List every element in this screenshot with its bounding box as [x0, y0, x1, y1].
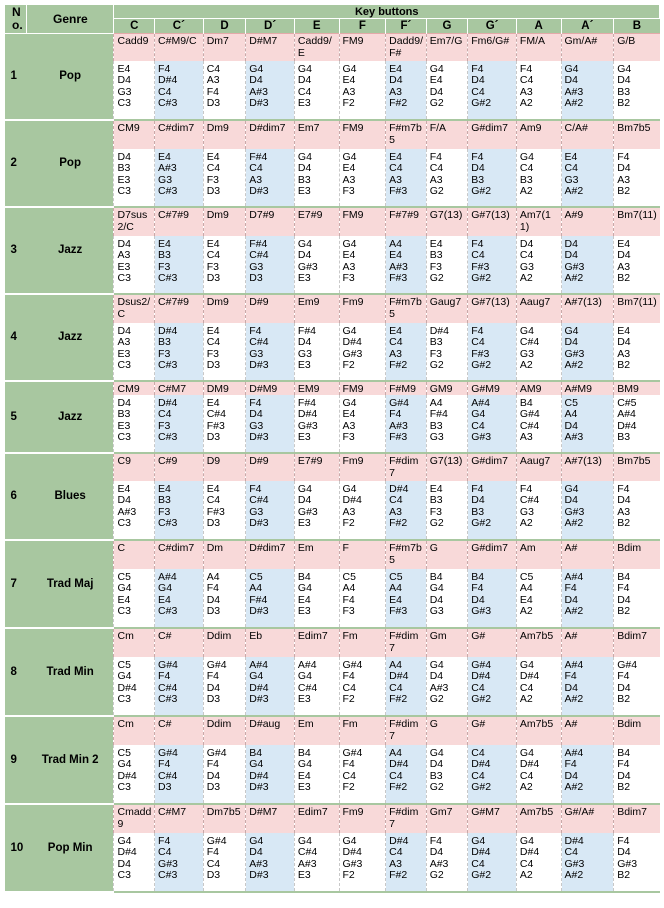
chord-name: Dadd9/F# [386, 34, 427, 61]
chord-name: F#dim7 [386, 453, 427, 481]
chord-notes: F#4 C4 A3 D#3 [246, 149, 295, 207]
chord-notes: G4 D4 G#3 E3 [294, 236, 339, 294]
chord-name: D7#9 [246, 207, 295, 236]
chord-name: Aaug7 [516, 453, 561, 481]
chord-name: Fm [339, 628, 386, 657]
chord-name: C [114, 540, 155, 569]
chord-name: D#9 [246, 453, 295, 481]
chord-name: Em9 [294, 294, 339, 323]
chord-name: G# [468, 628, 517, 657]
chord-notes: D4 B3 E3 C3 [114, 149, 155, 207]
chord-name: Ddim [203, 628, 246, 657]
chord-name: Am7(11) [516, 207, 561, 236]
chord-notes: D#4 C4 A3 F#2 [386, 481, 427, 540]
genre-label: Blues [27, 453, 114, 540]
chord-notes: A4 E4 A#3 F#3 [386, 236, 427, 294]
row-number: 4 [5, 294, 27, 381]
chord-name: Am7b5 [516, 804, 561, 833]
chord-name: Dm9 [203, 207, 246, 236]
chord-notes: F4 D4 B3 G#2 [468, 149, 517, 207]
key-buttons-header [114, 5, 660, 19]
chord-name: Gm [426, 628, 468, 657]
chord-notes: G4 C#4 G3 A2 [516, 323, 561, 381]
chord-name: Cadd9 [114, 34, 155, 61]
chord-name: Bm7b5 [614, 120, 660, 149]
chord-notes: B4 G4 E4 E3 [294, 569, 339, 628]
chord-notes: E4 B3 F3 G2 [426, 481, 468, 540]
chord-name: A# [561, 716, 614, 745]
chord-notes: A#4 F4 D4 A#2 [561, 657, 614, 716]
chord-name: G#7(13) [468, 207, 517, 236]
chord-row [5, 716, 660, 745]
chord-notes: A#4 F4 D4 A#2 [561, 745, 614, 804]
chord-row [5, 207, 660, 236]
chord-notes: G#4 D#4 C4 G#2 [468, 657, 517, 716]
chord-notes: G4 D4 C4 E3 [294, 61, 339, 120]
genre-label: Pop [27, 120, 114, 207]
chord-notes: F#4 C#4 G3 D3 [246, 236, 295, 294]
chord-notes: E4 C4 A3 F#3 [386, 149, 427, 207]
chord-name: F [339, 540, 386, 569]
chord-name: F#m7b5 [386, 540, 427, 569]
chord-name: Cadd9/E [294, 34, 339, 61]
chord-notes: C5 G4 E4 C3 [114, 569, 155, 628]
chord-name: F#7#9 [386, 207, 427, 236]
chord-notes: F4 D4 A3 B2 [614, 481, 660, 540]
chord-name: Cm [114, 628, 155, 657]
chord-notes: C5 A4 E4 A2 [516, 569, 561, 628]
chord-notes: G4 D#4 C4 A2 [516, 657, 561, 716]
chord-notes: E4 C#4 F#3 D3 [203, 395, 246, 453]
chord-name: D#M7 [246, 804, 295, 833]
chord-name: AM9 [516, 381, 561, 395]
chord-notes: C5 A4 F#4 D#3 [246, 569, 295, 628]
chord-name: D9 [203, 453, 246, 481]
chord-notes: A4 F4 D4 D3 [203, 569, 246, 628]
chord-notes: E4 C4 F#3 D3 [203, 481, 246, 540]
chord-name: Am7b5 [516, 628, 561, 657]
chord-notes: D#4 C4 G#3 A#2 [561, 833, 614, 892]
row-number: 7 [5, 540, 27, 628]
chord-name: Bdim [614, 716, 660, 745]
chord-notes: A#4 F4 D4 A#2 [561, 569, 614, 628]
chord-notes: E4 C4 F3 D3 [203, 236, 246, 294]
chord-notes: G4 D#4 C4 A2 [516, 745, 561, 804]
chord-name: G#M7 [468, 804, 517, 833]
chord-notes: E4 D4 A3 F#2 [386, 61, 427, 120]
chord-name: G#dim7 [468, 120, 517, 149]
chord-name: Fm9 [339, 804, 386, 833]
chord-notes: C5 G4 D#4 C3 [114, 657, 155, 716]
chord-name: Dsus2/C [114, 294, 155, 323]
chord-name: Dm7 [203, 34, 246, 61]
chord-notes: F4 D4 A3 B2 [614, 149, 660, 207]
chord-notes: G#4 F4 C4 D3 [203, 833, 246, 892]
chord-name: Em [294, 716, 339, 745]
chord-name: CM9 [114, 120, 155, 149]
key-header-9: A [516, 19, 561, 34]
chord-name: Fm [339, 716, 386, 745]
chord-name: C#9 [155, 453, 204, 481]
chord-row [5, 540, 660, 569]
chord-notes: C5 A4 D4 A#3 [561, 395, 614, 453]
chord-notes: B4 G4 D4 G3 [426, 569, 468, 628]
chord-name: D#aug [246, 716, 295, 745]
chord-name: Edim7 [294, 628, 339, 657]
chord-name: Em7/G [426, 34, 468, 61]
table-body [5, 34, 660, 892]
chord-name: DM9 [203, 381, 246, 395]
chord-notes: D#4 C4 A3 F#2 [386, 833, 427, 892]
chord-name: BM9 [614, 381, 660, 395]
genre-label: Trad Min [27, 628, 114, 716]
chord-notes: E4 C4 G3 A#2 [561, 149, 614, 207]
chord-notes: E4 C4 F3 D3 [203, 149, 246, 207]
chord-name: Cmadd9 [114, 804, 155, 833]
chord-notes: G4 E4 D4 G2 [426, 61, 468, 120]
chord-notes: G4 D4 A#3 A#2 [561, 61, 614, 120]
chord-name: D#M9 [246, 381, 295, 395]
chord-name: Bdim7 [614, 804, 660, 833]
chord-notes: G4 D4 B3 E3 [294, 149, 339, 207]
chord-notes: G4 C4 B3 A2 [516, 149, 561, 207]
chord-name: FM/A [516, 34, 561, 61]
chord-notes: E4 C4 A3 F#2 [386, 323, 427, 381]
chord-notes: E4 C4 F3 D3 [203, 323, 246, 381]
chord-notes: F4 C4 A3 G2 [426, 149, 468, 207]
genre-label: Jazz [27, 381, 114, 453]
chord-notes: G4 C#4 A#3 E3 [294, 833, 339, 892]
chord-notes: G4 D4 G#3 E3 [294, 481, 339, 540]
chord-name: D#9 [246, 294, 295, 323]
chord-name: Fm9 [339, 294, 386, 323]
chord-notes: F4 C#4 G3 A2 [516, 481, 561, 540]
chord-notes: F4 D4 B3 G#2 [468, 481, 517, 540]
chord-notes: A4 F#4 B3 G3 [426, 395, 468, 453]
chord-name: C#M7 [155, 381, 204, 395]
chord-name: G [426, 540, 468, 569]
row-number: 3 [5, 207, 27, 294]
chord-name: F#M9 [386, 381, 427, 395]
chord-name: F#dim7 [386, 628, 427, 657]
chord-notes: G#4 F4 C4 F2 [339, 657, 386, 716]
chord-name: GM9 [426, 381, 468, 395]
chord-name: Am7b5 [516, 716, 561, 745]
chord-name: A#7(13) [561, 294, 614, 323]
chord-notes: E4 A#3 G3 C#3 [155, 149, 204, 207]
chord-name: A# [561, 628, 614, 657]
chord-notes: E4 B3 F3 C#3 [155, 236, 204, 294]
chord-notes: D4 A3 E3 C3 [114, 323, 155, 381]
chord-notes: E4 B3 F3 C#3 [155, 481, 204, 540]
chord-table [4, 4, 660, 893]
chord-name: Dm9 [203, 120, 246, 149]
key-header-4: E [294, 19, 339, 34]
chord-name: F#m7b5 [386, 294, 427, 323]
chord-notes: G#4 F4 D4 B2 [614, 657, 660, 716]
chord-name: E7#9 [294, 207, 339, 236]
row-number: 1 [5, 34, 27, 120]
chord-notes: D4 D4 G#3 A#2 [561, 236, 614, 294]
chord-name: C#dim7 [155, 120, 204, 149]
chord-notes: F#4 D#4 G#3 E3 [294, 395, 339, 453]
genre-label: Jazz [27, 294, 114, 381]
chord-notes: E4 D4 A3 B2 [614, 323, 660, 381]
key-header-8: G´ [468, 19, 517, 34]
row-number: 6 [5, 453, 27, 540]
chord-notes: B4 F4 D4 B2 [614, 569, 660, 628]
chord-name: Fm6/G# [468, 34, 517, 61]
chord-name: C# [155, 628, 204, 657]
chord-name: C/A# [561, 120, 614, 149]
chord-name: FM9 [339, 381, 386, 395]
chord-notes: F4 D4 G3 D#3 [246, 395, 295, 453]
chord-notes: B4 G#4 C#4 A3 [516, 395, 561, 453]
chord-notes: D#4 C4 F3 C#3 [155, 395, 204, 453]
key-buttons-label: Key buttons [354, 5, 419, 18]
chord-notes: E4 D4 G3 C3 [114, 61, 155, 120]
chord-notes: G4 D4 A#3 D#3 [246, 61, 295, 120]
chord-notes: F4 D4 A#3 G2 [426, 833, 468, 892]
chord-name: Am9 [516, 120, 561, 149]
chord-name: FM9 [339, 120, 386, 149]
no-header-label: N o. [12, 5, 23, 32]
genre-label: Pop Min [27, 804, 114, 892]
chord-name: G#/A# [561, 804, 614, 833]
chord-name: Fm9 [339, 453, 386, 481]
genre-label: Trad Maj [27, 540, 114, 628]
chord-name: C# [155, 716, 204, 745]
chord-name: Dm9 [203, 294, 246, 323]
chord-name: C#7#9 [155, 207, 204, 236]
chord-notes: G4 D4 A#3 G2 [426, 657, 468, 716]
chord-row [5, 381, 660, 395]
chord-row [5, 804, 660, 833]
chord-name: CM9 [114, 381, 155, 395]
chord-name: G#7(13) [468, 294, 517, 323]
key-header-2: D [203, 19, 246, 34]
key-header-1: C´ [155, 19, 204, 34]
chord-notes: G4 D4 A#3 D#3 [246, 833, 295, 892]
chord-notes: D#4 B3 F3 C#3 [155, 323, 204, 381]
chord-notes: C4 D#4 C4 G#2 [468, 745, 517, 804]
chord-notes: C#5 A#4 D#4 B3 [614, 395, 660, 453]
genre-label: Pop [27, 34, 114, 120]
chord-name: Em7 [294, 120, 339, 149]
chord-name: Eb [246, 628, 295, 657]
chord-notes: G#4 F4 A#3 F#3 [386, 395, 427, 453]
chord-name: A#9 [561, 207, 614, 236]
chord-notes: B4 G4 D#4 D#3 [246, 745, 295, 804]
chord-name: EM9 [294, 381, 339, 395]
chord-notes: G4 D4 B3 B2 [614, 61, 660, 120]
chord-notes: G4 D#4 C4 A2 [516, 833, 561, 892]
genre-label: Trad Min 2 [27, 716, 114, 804]
chord-notes: F4 D4 G#3 B2 [614, 833, 660, 892]
chord-notes: G4 D#4 A3 F2 [339, 481, 386, 540]
chord-notes: C5 A4 F4 F3 [339, 569, 386, 628]
chord-notes: D4 A3 E3 C3 [114, 236, 155, 294]
chord-name: Cm [114, 716, 155, 745]
chord-name: F#dim7 [386, 804, 427, 833]
chord-name: FM9 [339, 207, 386, 236]
key-header-7: G [426, 19, 468, 34]
chord-name: C9 [114, 453, 155, 481]
chord-notes: B4 F4 D4 B2 [614, 745, 660, 804]
chord-name: F/A [426, 120, 468, 149]
chord-name: G/B [614, 34, 660, 61]
row-number: 9 [5, 716, 27, 804]
chord-name: C#M9/C [155, 34, 204, 61]
chord-notes: C5 G4 D#4 C3 [114, 745, 155, 804]
row-number: 10 [5, 804, 27, 892]
chord-notes: C5 A4 E4 F#3 [386, 569, 427, 628]
chord-row [5, 453, 660, 481]
chord-notes: B4 G4 E4 E3 [294, 745, 339, 804]
chord-name: Em [294, 540, 339, 569]
chord-name: C#M7 [155, 804, 204, 833]
chord-notes: G4 E4 A3 F3 [339, 236, 386, 294]
chord-notes: A4 D#4 C4 F#2 [386, 745, 427, 804]
row-number: 2 [5, 120, 27, 207]
chord-name: G [426, 716, 468, 745]
chord-notes: G4 E4 A3 F3 [339, 395, 386, 453]
chord-name: FM9 [339, 34, 386, 61]
genre-label: Jazz [27, 207, 114, 294]
chord-notes: E4 B3 F3 G2 [426, 236, 468, 294]
chord-notes: A#4 G4 E4 C#3 [155, 569, 204, 628]
key-header-3: D´ [246, 19, 295, 34]
chord-name: D7sus2/C [114, 207, 155, 236]
chord-name: A# [561, 540, 614, 569]
chord-row [5, 294, 660, 323]
chord-notes: F4 D#4 C4 C#3 [155, 61, 204, 120]
chord-name: G7(13) [426, 207, 468, 236]
chord-name: E7#9 [294, 453, 339, 481]
chord-name: D#M7 [246, 34, 295, 61]
row-number: 5 [5, 381, 27, 453]
chord-notes: F4 C#4 G3 D#3 [246, 481, 295, 540]
chord-notes: F#4 D4 G3 E3 [294, 323, 339, 381]
chord-name: Aaug7 [516, 294, 561, 323]
chord-notes: A#4 G4 C4 G#3 [468, 395, 517, 453]
chord-name: Dm7b5 [203, 804, 246, 833]
chord-notes: A#4 G4 D#4 D#3 [246, 657, 295, 716]
chord-name: Ddim [203, 716, 246, 745]
key-header-5: F [339, 19, 386, 34]
chord-name: A#7(13) [561, 453, 614, 481]
chord-notes: G#4 F4 C4 F2 [339, 745, 386, 804]
chord-notes: F4 D4 C4 G#2 [468, 61, 517, 120]
chord-notes: A#4 G4 C#4 E3 [294, 657, 339, 716]
key-header-11: B [614, 19, 660, 34]
chord-name: Gm7 [426, 804, 468, 833]
chord-row [5, 34, 660, 61]
chord-name: G#dim7 [468, 540, 517, 569]
chord-notes: D4 B3 E3 C3 [114, 395, 155, 453]
chord-name: C#7#9 [155, 294, 204, 323]
chord-notes: G4 D#4 G#3 F2 [339, 833, 386, 892]
chord-notes: G4 D4 G#3 A#2 [561, 481, 614, 540]
chord-notes: G#4 F4 C#4 C#3 [155, 657, 204, 716]
chord-row [5, 628, 660, 657]
chord-row [5, 120, 660, 149]
genre-header-label: Genre [53, 12, 88, 26]
key-header-10: A´ [561, 19, 614, 34]
chord-notes: F4 C4 G#3 C#3 [155, 833, 204, 892]
chord-notes: F4 C4 F#3 G#2 [468, 236, 517, 294]
chord-name: A#M9 [561, 381, 614, 395]
chord-name: G# [468, 716, 517, 745]
key-header-6: F´ [386, 19, 427, 34]
chord-name: D#dim7 [246, 120, 295, 149]
chord-notes: G#4 F4 C#4 D3 [155, 745, 204, 804]
chord-name: G7(13) [426, 453, 468, 481]
chord-notes: F4 C#4 G3 D#3 [246, 323, 295, 381]
chord-table-container [4, 4, 660, 893]
chord-notes: E4 D4 A3 B2 [614, 236, 660, 294]
chord-notes: G4 D#4 C4 G#2 [468, 833, 517, 892]
chord-notes: D4 C4 G3 A2 [516, 236, 561, 294]
no-header [5, 5, 27, 34]
chord-notes: G4 D4 B3 G2 [426, 745, 468, 804]
key-header-0: C [114, 19, 155, 34]
chord-name: F#dim7 [386, 716, 427, 745]
chord-notes: F4 C4 F#3 G#2 [468, 323, 517, 381]
chord-name: Dm [203, 540, 246, 569]
row-number: 8 [5, 628, 27, 716]
chord-notes: C4 A3 F4 D3 [203, 61, 246, 120]
chord-notes: D#4 B3 F3 G2 [426, 323, 468, 381]
chord-name: Bm7(11) [614, 294, 660, 323]
chord-name: Bdim [614, 540, 660, 569]
chord-name: Bm7b5 [614, 453, 660, 481]
chord-name: G#M9 [468, 381, 517, 395]
chord-notes: G4 D4 G#3 A#2 [561, 323, 614, 381]
chord-notes: F4 C4 A3 A2 [516, 61, 561, 120]
chord-name: D#dim7 [246, 540, 295, 569]
chord-name: G#dim7 [468, 453, 517, 481]
chord-notes: G#4 F4 D4 D3 [203, 657, 246, 716]
chord-name: Gm/A# [561, 34, 614, 61]
chord-notes: G4 D#4 D4 C3 [114, 833, 155, 892]
chord-name: Bm7(11) [614, 207, 660, 236]
chord-notes: G4 E4 A3 F3 [339, 149, 386, 207]
chord-name: Am [516, 540, 561, 569]
chord-notes: G4 E4 A3 F2 [339, 61, 386, 120]
chord-name: Gaug7 [426, 294, 468, 323]
chord-notes: A4 D#4 C4 F#2 [386, 657, 427, 716]
chord-notes: B4 F4 D4 G#3 [468, 569, 517, 628]
genre-header [27, 5, 114, 34]
chord-name: Edim7 [294, 804, 339, 833]
chord-name: Bdim7 [614, 628, 660, 657]
chord-name: F#m7b5 [386, 120, 427, 149]
chord-notes: G4 D#4 G#3 F2 [339, 323, 386, 381]
chord-notes: G#4 F4 D4 D3 [203, 745, 246, 804]
chord-name: C#dim7 [155, 540, 204, 569]
chord-notes: E4 D4 A#3 C3 [114, 481, 155, 540]
